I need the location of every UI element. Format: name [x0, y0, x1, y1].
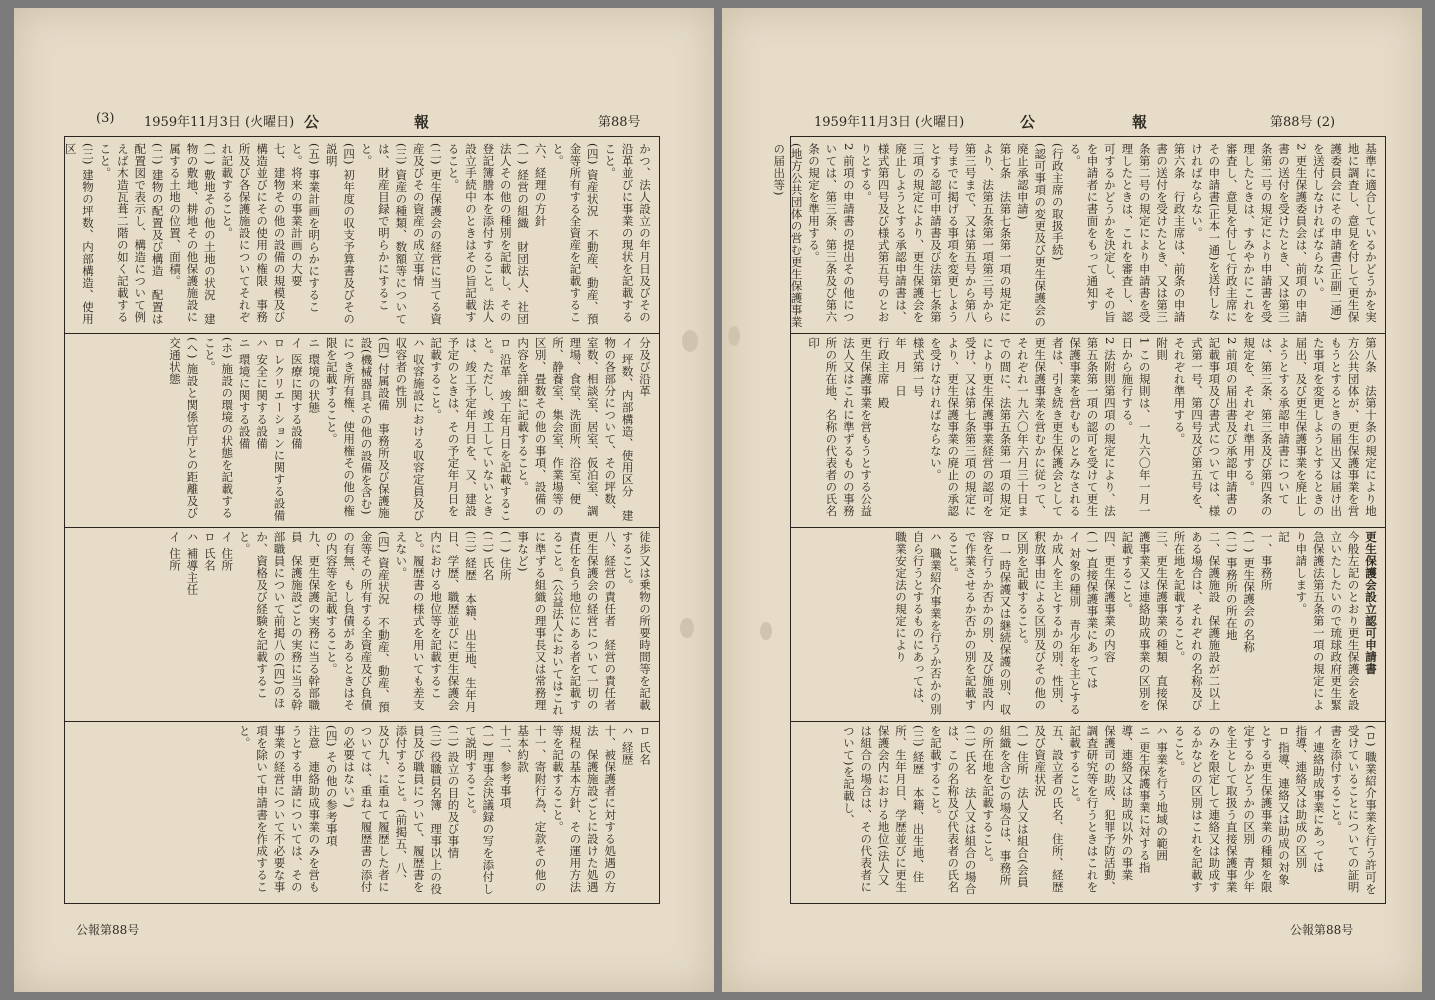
binding-hole	[728, 326, 740, 346]
paragraph: (四) 付属設備 事務所及び保護施設(機械器具その他の設備を含む)につき所有権、使用権その他の権限を記載すること。	[324, 337, 391, 520]
paragraph: 2 更生保護委員会は、前項の申請書の送付を受けたとき、又は第三条第二号の規定により申請書を受理したときは、すみやかにこれを審査し、意見を付して行政主席にその申請書(正本一通)を送付しなければならない。	[1189, 143, 1309, 323]
left-page	[14, 8, 714, 992]
paragraph: (ロ) 職業紹介事業を行う許可を受けていることについての証明書を添付すること。	[1329, 725, 1378, 896]
paragraph: 第八条 法第十条の規定により地方公共団体が、更生保護事業を営もうとするときの届出又は届け出た事項を変更しようとするときの届出、及び更生保護事業を廃止しようとする承認申請書については、第三条、第三条及び第四条の規定を、それぞれ準用する。	[1242, 337, 1378, 517]
paragraph: 2 前項の届出書及び承認申請書の記載事項及び書式については、様式第一号、第四号及び第五号を、それぞれ準用する。	[1172, 337, 1239, 517]
tier-divider	[791, 527, 1385, 528]
left-tier-2	[71, 337, 653, 523]
binding-hole	[682, 330, 698, 352]
paragraph: (二) 更生保護会の経営に当てる資産及びその資産の成立事情	[411, 143, 444, 326]
paragraph: ハ 職業紹介事業を行うか否かの別 自ら行うとするものにあっては、職業安定法の規定により	[894, 531, 943, 728]
paragraph: 三、更生保護事業の種類 直接保護事業又は連絡助成事業の区別を記載すること。	[1120, 531, 1170, 711]
paragraph: (地方公共団体の営む更生保護事業の届出等)	[772, 143, 804, 328]
paragraph: 1 この規則は、一九六〇年一月一日から施行する。	[1120, 337, 1152, 517]
paragraph: イ 住所	[168, 531, 183, 572]
paragraph: (一) 住所 法人又は組合(会員組織を含む)の場合は、事務所の所在地を記載すること。	[981, 725, 1030, 889]
paragraph: (二) 建物の配置及び構造 配置は配置図で表示し、構造について例えば木造瓦葺二階の如く記載すること。	[98, 143, 165, 326]
paragraph: ハ 収容施設における収容定員及び収容者の性別	[394, 337, 426, 522]
form-title: 更生保護会設立認可申請書	[1364, 531, 1378, 675]
paragraph: (一) 経営の組織 財団法人、社団法人その他の種別を記載し、その登記簿謄本を添付すること。法人設立手続中のときはその旨記載すること。	[446, 143, 531, 326]
paragraph: 徒歩又は乗物の所要時間等を記載すること。	[620, 531, 652, 711]
masthead-char-2: 報	[414, 113, 430, 131]
paragraph: 年 月 日	[894, 337, 909, 397]
paragraph: 2 法附則第四項の規定により、法第五条第一項の認可を受けて更生保護事業を営むものとみなされる者は、引き続き更生保護会として更生保護事業を営むかに従って、それぞれ一九六〇年六月三十日までの間に、法第五条第一項の規定により更生保護事業経営の認可を受け、又は第七条第三項の規定により、更生保護事業の廃止の承認を受けなければならない。	[928, 337, 1117, 517]
paragraph: (ホ) 施設の環境の状態を記載すること。	[202, 337, 235, 520]
paragraph: かつ、法人設立の年月日及びその沿革並びに事業の現状を記載すること。	[603, 143, 652, 323]
right-text-frame	[772, 136, 1386, 904]
paragraph: 第七条 法第七条第一項の規定により、法第五条第一項第三号から第三号まで、又は第五号から第八号までに掲げる事項を変更しようとする認可申請書及び法第七条第三項の規定により、更生保護会を廃止しようとする承認申請書は、様式第四号及び様式第五号のとおりとする。	[859, 143, 1013, 323]
paragraph: (三) 経歴 本籍、出生地、生年月日、学歴、職歴並びに更生保護会内における地位等を記載すること。履歴書の様式を用いても差支えない。	[394, 531, 478, 714]
paragraph: 注意 連絡助成事業のみを営もうとする申請については、その事業の経営について不必要な事項を除いて申請書を作成すること。	[237, 725, 322, 893]
paragraph: (三) 資産の種類、数額等については、財産目録で明らかにすること。	[359, 143, 409, 326]
left-footer: 公報第88号	[76, 923, 140, 937]
paragraph: ニ 環境に関する設備	[237, 337, 252, 450]
paragraph: 五、設立者の氏名、住所、経歴及び資産状況	[1033, 725, 1065, 893]
paragraph: ハ 安全に関する設備	[255, 337, 270, 450]
paragraph: ハ 経歴	[620, 725, 635, 766]
paragraph: (一) 理事会決議録の写を添付して説明すること。	[463, 725, 496, 896]
right-tier-4	[797, 725, 1379, 897]
paragraph: ニ 環境の状態	[307, 337, 322, 414]
paragraph: 基準に適合しているかどうかを実地に調査し、意見を付して更生保護委員会にその申請書(正副二通)を送付しなければならない。	[1311, 143, 1378, 323]
paragraph: ロ 氏名	[202, 531, 217, 572]
tier-divider	[791, 333, 1385, 334]
masthead-char-1: 公	[304, 113, 320, 131]
right-tier-3	[797, 531, 1379, 728]
paragraph: (一) 住所	[498, 531, 513, 582]
right-page-header	[814, 111, 1374, 133]
paragraph: (認可事項の変更及び更生保護会の廃止承認申請)	[1015, 143, 1048, 328]
paragraph: (三) 建物の坪数、内部構造、使用区	[63, 143, 95, 326]
paragraph: 九、更生保護の実務に当る幹部職員 保護施設ごとの実務に当る幹部職員について前掲八の(四)のほか、資格及び経験を記載すること。	[237, 531, 322, 711]
paragraph: (三) 経歴 本籍、出生地、住所、生年月日、学歴並びに更生保護会内における地位(法人又は組合の場合は、その代表者について)を記載し、	[841, 725, 926, 893]
paragraph: 七、建物その他の設備の規模及び構造並びにその使用の権限 事務所及び各保護施設についてそれぞれ記載すること。	[220, 143, 287, 323]
issue-date: 1959年11月3日 (火曜日)	[814, 115, 965, 130]
issue-date: 1959年11月3日 (火曜日)	[144, 115, 295, 130]
masthead-char-2: 報	[1132, 113, 1148, 131]
paragraph: イ 坪数、内部構造、使用区分 建物の各部分について、その坪数、室数、相談室、居室、仮泊室、調理場、食堂、洗面所、浴室、便所、静養室、集会室、作業場等の区別、畳数その他の事項、設備の内容を詳細に記載すること。	[516, 337, 635, 522]
paragraph: 様式第一号	[911, 337, 926, 397]
left-tier-3	[71, 531, 653, 723]
paragraph: (一) 更生保護会の名称	[1242, 531, 1257, 654]
paragraph: ロ 一時保護又は継続保護の別、収容を行うか否かの別、及び施設内で作業させるか否かの別を記載すること。	[946, 531, 1013, 716]
paragraph: (一) 直接保護事業にあっては	[1085, 531, 1100, 690]
paragraph: イ 連絡助成事業にあっては 指導、連絡又は助成の区別	[1294, 725, 1326, 886]
paragraph: 記	[1276, 531, 1291, 543]
paragraph: 附則	[1155, 337, 1170, 361]
left-page-header	[96, 111, 656, 133]
right-tier-1	[772, 143, 1379, 329]
right-footer: 公報第88号	[1290, 923, 1354, 937]
paragraph: (二) 氏名	[481, 531, 496, 582]
paragraph: (二) 設立の目的及び事情	[446, 725, 461, 860]
paragraph: ロ 沿革 竣工年月日を記載すること。ただし、竣工していないときは、竣工予定年月日を、又、建設予定のときは、その予定年月日を記載すること。	[429, 337, 513, 522]
paragraph: ハ 補導主任	[185, 531, 200, 596]
paragraph: (四) その他の参考事項	[324, 725, 339, 848]
paragraph: (ヘ) 施設と関係官庁との距離及び交通状態	[168, 337, 200, 520]
paragraph: 2 前項の申請書の提出その他については、第三条、第三条及び第六条の規定を準用する。	[807, 143, 856, 323]
tier-divider	[65, 333, 659, 334]
paragraph: イ 対象の種別 青少年を主とするか成人を主とするかの別、性別、釈放事由による区別及びその他の区別を記載すること。	[1015, 531, 1083, 716]
binding-hole	[760, 622, 772, 640]
paragraph: 分及び沿革	[638, 337, 652, 397]
tier-divider	[65, 527, 659, 528]
tier-divider	[791, 721, 1385, 722]
paragraph: (二) 事務所の所在地	[1224, 531, 1239, 642]
paragraph: 二、保護施設 保護施設が二以上ある場合は、それぞれの名称及び所在地を記載すること。	[1172, 531, 1222, 711]
paragraph: (五) 事業計画を明らかにすること。将来の事業計画の大要	[289, 143, 322, 314]
paragraph: 十、被保護者に対する処遇の方法 保護施設ごとに設けた処遇規程の基本方針、その運用方法等を記載すること。	[550, 725, 618, 893]
paragraph: 四、更生保護事業の内容	[1102, 531, 1117, 663]
paragraph: ニ 更生保護事業に対する指導、連絡又は助成以外の事業 保護司の助成、犯罪予防活動、調査研究等を行うときはこれを記載すること。	[1068, 725, 1152, 893]
tier-divider	[65, 721, 659, 722]
paragraph: 行政主席 殿	[876, 337, 891, 409]
paragraph: ロ 氏名	[638, 725, 652, 766]
paragraph: (行政主席の取扱手続)	[1050, 143, 1065, 261]
paragraph: 今般左記のとおり更生保護会を設立いたしたいので琉球政府更生緊急保護法第五条第一項の規定により申請します。	[1294, 531, 1361, 711]
paragraph: (四) 資産状況 不動産、動産、預金等所有する全資産を記載すること。	[550, 143, 600, 326]
issue-number: 第88号 (2)	[1270, 115, 1336, 130]
paragraph: 十一、寄附行為、定款その他の基本約款	[516, 725, 548, 893]
paragraph: 六、経理の方針	[533, 143, 548, 227]
left-tier-4	[71, 725, 653, 897]
paragraph: イ 医療に関する設備	[289, 337, 304, 450]
right-tier-2	[797, 337, 1379, 523]
paragraph: (三) 役職員名簿 理事以上の役員及び職員について、履歴書を添付すること。(前掲五、八、及び九、に重ねて履歴した者については、重ねて履歴書の添付の必要はない。)	[342, 725, 444, 896]
paragraph: (四) 初年度の収支予算書及びその説明	[324, 143, 357, 326]
paragraph: 一、事務所	[1259, 531, 1274, 591]
page-number: (3)	[96, 111, 115, 126]
paragraph: ロ レクリエーションに関する設備	[272, 337, 287, 522]
paragraph: (二) 氏名 法人又は組合の場合は、この名称及び代表者の氏名を記載すること。	[928, 725, 978, 896]
paragraph: (四) 資産状況 不動産、動産、預金等その所有する全資産及び負債の有無、もし負債があるときはその内容等を記載すること。	[324, 531, 391, 714]
paragraph: イ 住所	[220, 531, 235, 572]
paragraph: 十二、参考事項	[498, 725, 513, 809]
masthead-char-1: 公	[1020, 113, 1036, 131]
left-text-frame	[64, 136, 660, 904]
issue-number: 第88号	[598, 115, 641, 130]
paragraph: 更生保護事業を営もうとする公益法人又はこれに準ずるものの事務所の所在地、名称の代表者の氏名印	[807, 337, 874, 517]
paragraph: ハ 事業を行う地域の範囲	[1155, 725, 1170, 862]
left-tier-1	[63, 143, 653, 329]
right-page	[722, 8, 1422, 992]
binding-hole	[680, 618, 694, 638]
paragraph: 第六条 行政主席は、前条の申請書の送付を受けたとき、又は第三条第二号の規定により申請書を受理したときは、これを審査し、認可するかどうかを決定し、その旨を申請者に書面をもって通知する。	[1068, 143, 1187, 323]
paragraph: ロ 指導、連絡又は助成の対象とする更生保護事業の種類を限定するかどうかの区別 青少年を主として取扱う直接保護事業のみを限定して連絡又は助成するかなどの区別はこれを記載すること。	[1172, 725, 1291, 893]
paragraph: (一) 敷地その他の土地の状況 建物の敷地、耕地その他保護施設に属する土地の位置、面積。	[168, 143, 217, 326]
paragraph: 八、経営の責任者 経営の責任者 更生保護会の経営について一切の責任を負う地位にある者を記載すること。(公益法人においてはこれに準ずる組織の理事長又は常務理事など)	[516, 531, 618, 723]
